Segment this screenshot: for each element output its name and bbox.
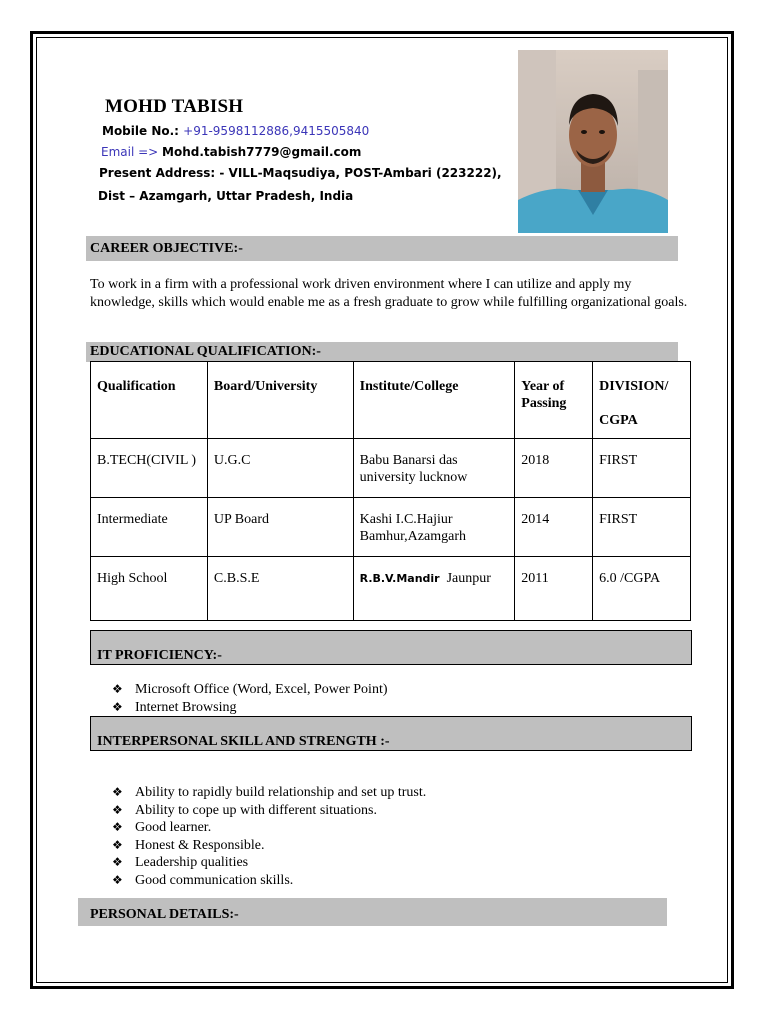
col-header-board: Board/University	[207, 362, 353, 439]
cell-year: 2011	[515, 557, 593, 621]
diamond-bullet-icon: ❖	[112, 802, 123, 817]
it-proficiency-list	[90, 681, 388, 716]
col-header-division	[593, 362, 691, 439]
diamond-bullet-icon: ❖	[112, 785, 123, 799]
col-header-cgpa-label: CGPA	[599, 413, 638, 428]
address-value-1: - VILL-Maqsudiya, POST-Ambari (223222),	[219, 166, 502, 180]
list-item: ❖ Good learner.	[112, 820, 212, 835]
cell-year: 2014	[515, 498, 593, 557]
list-item: ❖ Good communication skills.	[112, 872, 294, 888]
diamond-bullet-icon: ❖	[112, 820, 123, 834]
table-row	[91, 557, 691, 621]
col-header-year: Year of Passing	[515, 362, 593, 439]
list-item: ❖ Microsoft Office (Word, Excel, Power Point)	[112, 682, 388, 697]
list-item: ❖ Leadership qualities	[112, 855, 249, 870]
cell-institute	[353, 557, 515, 621]
mobile-label: Mobile No.:	[102, 124, 184, 138]
cell-qualification: Intermediate	[91, 498, 208, 557]
cell-division: FIRST	[593, 439, 691, 498]
email-label: Email =>	[101, 145, 163, 159]
list-item: ❖ Ability to rapidly build relationship and set up trust.	[112, 785, 427, 800]
career-objective-text: To work in a firm with a professional work driven environment where I can utilize and apply my knowledge, skills which would enable me as a fresh graduate to grow while fulfilling organizational goals.	[90, 277, 688, 310]
address-line-2: Dist – Azamgarh, Uttar Pradesh, India	[98, 189, 354, 203]
col-header-division-label: DIVISION/	[599, 379, 669, 394]
list-item: ❖ Internet Browsing	[112, 699, 237, 715]
cell-division: 6.0 /CGPA	[593, 557, 691, 621]
career-objective-heading: CAREER OBJECTIVE:-	[86, 236, 678, 261]
mobile-value: +91-9598112886,9415505840	[183, 124, 370, 138]
cell-qualification: High School	[91, 557, 208, 621]
cell-qualification: B.TECH(CIVIL )	[91, 439, 208, 498]
mobile-line	[102, 124, 369, 138]
interpersonal-heading: INTERPERSONAL SKILL AND STRENGTH :-	[90, 716, 692, 751]
cell-institute: Kashi I.C.Hajiur Bamhur,Azamgarh	[353, 498, 515, 557]
education-table	[90, 361, 691, 621]
col-header-institute: Institute/College	[353, 362, 515, 439]
diamond-bullet-icon: ❖	[112, 872, 123, 887]
table-row	[91, 439, 691, 498]
address-label: Present Address:	[99, 166, 220, 180]
cell-division: FIRST	[593, 498, 691, 557]
it-proficiency-heading: IT PROFICIENCY:-	[90, 630, 692, 665]
email-line	[101, 145, 361, 159]
email-value[interactable]: Mohd.tabish7779@gmail.com	[162, 145, 362, 159]
cell-board: C.B.S.E	[207, 557, 353, 621]
profile-photo	[518, 50, 668, 233]
table-row	[91, 498, 691, 557]
education-heading: EDUCATIONAL QUALIFICATION:-	[86, 342, 678, 362]
cell-institute-city: Jaunpur	[446, 571, 491, 586]
cell-institute: Babu Banarsi das university lucknow	[353, 439, 515, 498]
diamond-bullet-icon: ❖	[112, 855, 123, 869]
diamond-bullet-icon: ❖	[112, 682, 123, 696]
table-header-row	[91, 362, 691, 439]
cell-year: 2018	[515, 439, 593, 498]
cell-board: UP Board	[207, 498, 353, 557]
address-line-1	[99, 166, 502, 180]
diamond-bullet-icon: ❖	[112, 837, 123, 852]
interpersonal-list	[90, 784, 426, 889]
cell-institute-name: R.B.V.Mandir	[359, 572, 440, 585]
cell-board: U.G.C	[207, 439, 353, 498]
col-header-qualification: Qualification	[91, 362, 208, 439]
personal-details-heading: PERSONAL DETAILS:-	[78, 898, 667, 926]
candidate-name: MOHD TABISH	[105, 96, 244, 117]
list-item: ❖ Ability to cope up with different situations.	[112, 802, 377, 818]
diamond-bullet-icon: ❖	[112, 699, 123, 714]
list-item: ❖ Honest & Responsible.	[112, 837, 265, 853]
